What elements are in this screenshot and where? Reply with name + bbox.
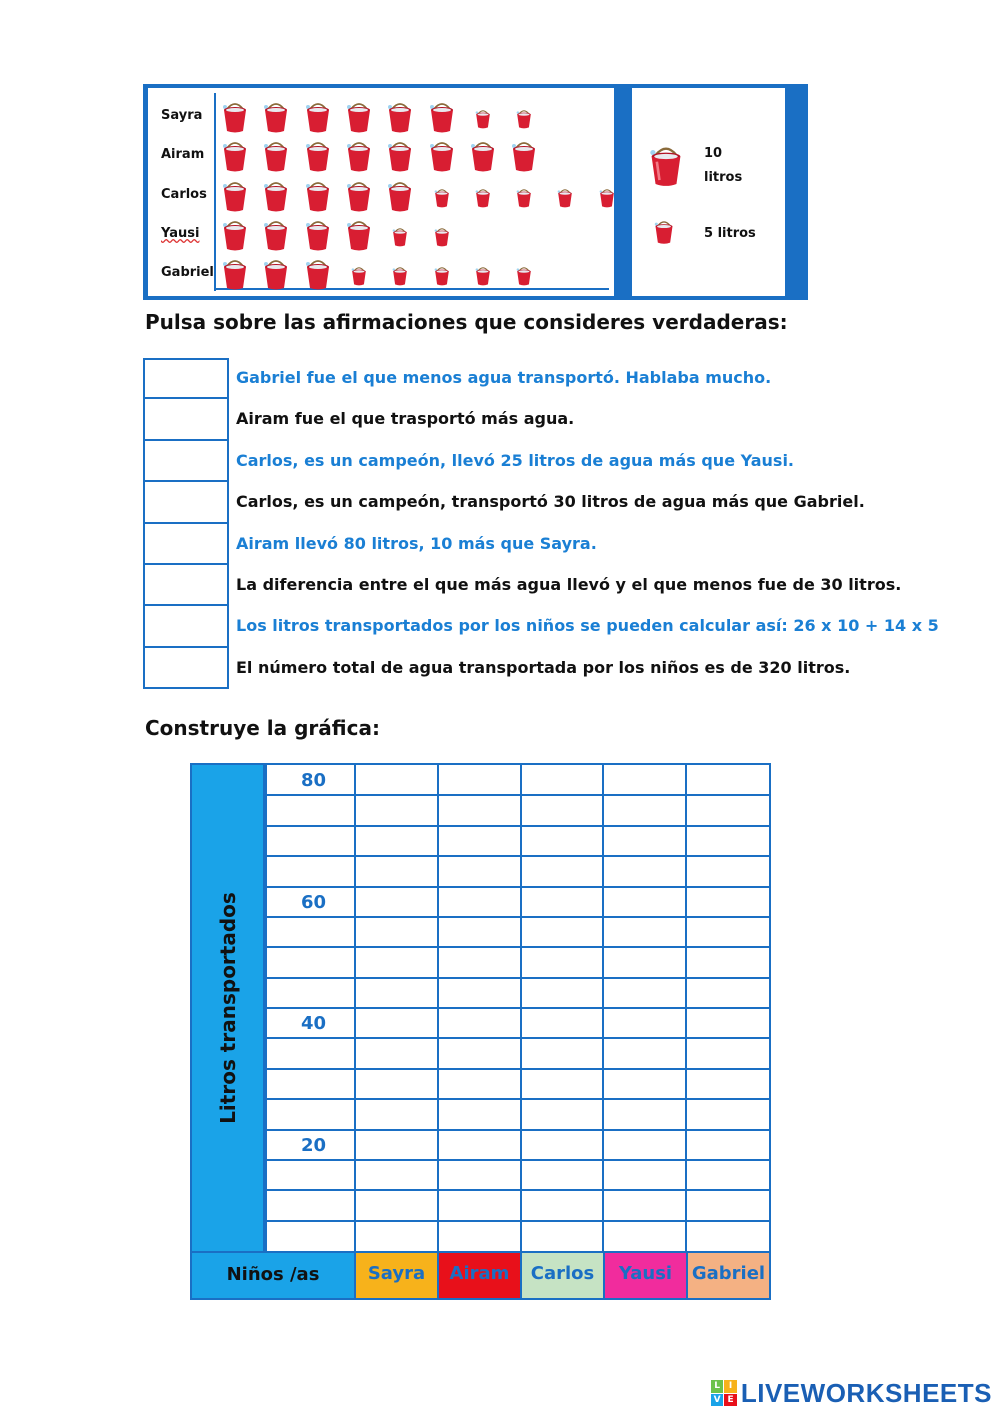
bucket-10-litros-icon [222,139,248,172]
statement-row[interactable] [143,524,903,565]
bucket-10-litros-icon [263,218,289,251]
pictograph-row [148,253,608,293]
bucket-5-litros-icon [557,187,573,208]
statement-text[interactable]: Airam fue el que trasportó más agua. [236,409,575,429]
grid-cell[interactable] [521,1069,603,1098]
bucket-10-litros-icon [429,139,455,172]
x-axis-category [439,1253,522,1298]
bucket-10-litros-icon [305,257,331,290]
grid-cell[interactable] [603,1038,685,1067]
pictograph-row-name: Gabriel [161,265,214,280]
grid-cell[interactable] [603,765,685,794]
bucket-10-litros-icon [305,179,331,212]
grid-cell[interactable] [603,947,685,976]
grid-cell[interactable] [686,1130,768,1159]
bucket-5-litros-icon [475,108,491,129]
grid-cell[interactable] [438,1038,520,1067]
grid-cell[interactable] [355,765,437,794]
grid-cell[interactable] [521,826,603,855]
bucket-10-litros-icon [222,100,248,133]
pictograph-main [148,88,614,296]
grid-cell[interactable] [686,795,768,824]
grid-cell[interactable] [438,1099,520,1128]
grid-cell[interactable] [686,1190,768,1219]
bucket-10-litros-icon [222,257,248,290]
grid-cell[interactable] [355,887,437,916]
grid-cell[interactable] [355,917,437,946]
grid-cell[interactable] [686,947,768,976]
grid-cell[interactable] [438,1130,520,1159]
grid-cell[interactable] [438,1221,520,1250]
grid-cell[interactable] [603,1099,685,1128]
bucket-5-litros-icon [516,187,532,208]
pictograph-row-name: Yausi [161,226,200,241]
bucket-10-litros-icon [305,100,331,133]
grid-cell[interactable] [521,1130,603,1159]
grid-cell[interactable] [438,1069,520,1098]
grid-cell[interactable] [521,978,603,1007]
statement-row[interactable] [143,606,939,647]
bucket-10-litros-icon [263,139,289,172]
bucket-10-litros-icon [429,100,455,133]
grid-cell[interactable] [686,1160,768,1189]
bucket-10-litros-icon [346,139,372,172]
bucket-5-litros-icon [475,265,491,286]
pictograph-row [148,214,608,254]
grid-cell[interactable] [521,795,603,824]
grid-cell[interactable] [355,1099,437,1128]
statement-row[interactable] [143,441,903,482]
grid-cell[interactable] [355,1221,437,1250]
statement-text[interactable]: Gabriel fue el que menos agua transportó. Hablaba mucho. [236,368,772,387]
grid-cell[interactable] [355,978,437,1007]
statement-checkbox[interactable] [143,524,229,565]
bucket-5-litros-icon [434,187,450,208]
statement-checkbox[interactable] [143,606,229,647]
grid-cell[interactable] [521,1190,603,1219]
pictograph-legend [632,88,785,296]
grid-cell[interactable] [438,1160,520,1189]
bucket-10-litros-icon [346,179,372,212]
grid-cell[interactable] [438,917,520,946]
x-axis-category-label: Yausi [618,1263,673,1284]
grid-cell[interactable] [521,917,603,946]
pictograph [143,84,808,300]
statement-text[interactable]: Airam llevó 80 litros, 10 más que Sayra. [236,533,597,553]
bucket-10-litros-icon [222,218,248,251]
x-axis-category-label: Gabriel [691,1263,766,1284]
bucket-10-litros-icon [649,143,683,187]
statement-checkbox[interactable] [143,648,229,689]
grid-cell[interactable] [355,795,437,824]
grid-cell[interactable] [603,795,685,824]
grid-cell[interactable] [521,1008,603,1037]
statement-row[interactable] [143,399,903,440]
x-axis-category-label: Airam [449,1263,510,1284]
bucket-10-litros-icon [222,179,248,212]
pictograph-divider [619,84,629,300]
bucket-10-litros-icon [305,218,331,251]
statement-row[interactable] [143,565,903,606]
grid-cell[interactable] [686,1038,768,1067]
bucket-5-litros-icon [599,187,615,208]
grid-cell[interactable] [521,765,603,794]
statements-heading: Pulsa sobre las afirmaciones que consideres verdaderas: [145,310,788,334]
grid-cell[interactable] [438,978,520,1007]
grid-cell[interactable] [603,1160,685,1189]
y-axis-tick-label: 20 [301,1134,327,1156]
bucket-10-litros-icon [263,179,289,212]
chart-heading: Construye la gráfica: [145,716,380,740]
grid-cell[interactable] [686,1221,768,1250]
chart-grid-area [265,763,771,1253]
grid-cell[interactable] [686,826,768,855]
pictograph-row [148,96,608,136]
statement-row[interactable] [143,358,903,399]
grid-cell[interactable] [438,1190,520,1219]
bucket-10-litros-icon [263,100,289,133]
pictograph-row [148,175,608,215]
grid-cell[interactable] [686,917,768,946]
statement-row[interactable] [143,648,903,689]
bucket-5-litros-icon [351,265,367,286]
bucket-10-litros-icon [346,218,372,251]
grid-cell[interactable] [438,795,520,824]
pictograph-row-name: Airam [161,147,205,162]
liveworksheets-logo-icon: L I V E [711,1380,737,1406]
bucket-5-litros-icon [434,226,450,247]
legend-10-value: 10 [704,146,723,161]
grid-cell[interactable] [438,887,520,916]
statement-row[interactable] [143,482,903,523]
grid-cell[interactable] [603,1221,685,1250]
statement-checkbox[interactable] [143,441,229,482]
grid-cell[interactable] [603,887,685,916]
legend-5-label: 5 litros [704,226,756,241]
grid-cell[interactable] [603,978,685,1007]
grid-cell[interactable] [603,1008,685,1037]
bucket-10-litros-icon [387,100,413,133]
bucket-10-litros-icon [346,100,372,133]
x-axis-category [522,1253,605,1298]
grid-cell[interactable] [686,978,768,1007]
bucket-5-litros-icon [516,108,532,129]
bucket-10-litros-icon [263,257,289,290]
grid-cell[interactable] [603,1069,685,1098]
x-axis-category-label: Sayra [367,1263,426,1284]
bucket-5-litros-icon [475,187,491,208]
grid-cell[interactable] [355,1130,437,1159]
statement-checkbox[interactable] [143,399,229,440]
statement-text[interactable]: Los litros transportados por los niños se pueden calcular así: 26 x 10 + 14 x 5 [236,616,939,636]
grid-cell[interactable] [603,917,685,946]
bucket-5-litros-icon [434,265,450,286]
bucket-10-litros-icon [305,139,331,172]
grid-cell[interactable] [603,856,685,885]
grid-cell[interactable] [438,856,520,885]
grid-cell[interactable] [686,856,768,885]
pictograph-row-name: Sayra [161,108,203,123]
x-axis-row [190,1253,771,1300]
grid-cell[interactable] [686,765,768,794]
grid-cell[interactable] [686,1099,768,1128]
grid-cell[interactable] [521,1038,603,1067]
legend-10-label [704,142,742,190]
statement-text[interactable]: La diferencia entre el que más agua llevó y el que menos fue de 30 litros. [236,574,902,594]
grid-cell[interactable] [521,1160,603,1189]
y-axis-label: Litros transportados [215,892,240,1124]
liveworksheets-brand [711,1378,992,1408]
x-axis-header-label: Niños /as [226,1264,320,1285]
grid-cell[interactable] [603,1130,685,1159]
x-axis-category-label: Carlos [530,1263,595,1284]
statement-text[interactable]: Carlos, es un campeón, llevó 25 litros de agua más que Yausi. [236,450,795,470]
grid-cell[interactable] [355,947,437,976]
x-axis-category [356,1253,439,1298]
grid-cell[interactable] [438,826,520,855]
bucket-10-litros-icon [470,139,496,172]
grid-cell[interactable] [355,826,437,855]
grid-cell[interactable] [603,826,685,855]
statement-checkbox[interactable] [143,358,229,399]
bucket-10-litros-icon [511,139,537,172]
bucket-10-litros-icon [387,179,413,212]
bar-chart-grid [190,763,771,1300]
grid-cell[interactable] [438,765,520,794]
grid-cell[interactable] [355,856,437,885]
bucket-5-litros-icon [392,226,408,247]
grid-cell[interactable] [355,1008,437,1037]
statement-checkbox[interactable] [143,482,229,523]
grid-cell[interactable] [438,947,520,976]
bucket-5-litros-icon [392,265,408,286]
x-axis-category [605,1253,688,1298]
grid-cell[interactable] [521,1099,603,1128]
grid-cell[interactable] [521,887,603,916]
grid-cell[interactable] [355,1160,437,1189]
bucket-5-litros-icon [516,265,532,286]
brand-name: LIVEWORKSHEETS [740,1377,992,1408]
grid-cell[interactable] [355,1038,437,1067]
grid-cell[interactable] [686,1008,768,1037]
bucket-10-litros-icon [387,139,413,172]
grid-cell[interactable] [521,856,603,885]
grid-cell[interactable] [521,1221,603,1250]
statement-checkbox[interactable] [143,565,229,606]
y-axis-tick-label: 40 [301,1013,327,1034]
pictograph-row-name: Carlos [161,187,207,202]
grid-cell[interactable] [603,1190,685,1219]
grid-cell[interactable] [686,887,768,916]
statement-text[interactable]: El número total de agua transportada por los niños es de 320 litros. [236,657,851,677]
grid-cell[interactable] [355,1069,437,1098]
grid-cell[interactable] [355,1190,437,1219]
y-axis-tick-label: 60 [301,891,327,913]
x-axis-category [688,1253,769,1298]
grid-cell[interactable] [521,947,603,976]
grid-cell[interactable] [438,1008,520,1037]
legend-10-unit: litros [704,170,743,185]
grid-cell[interactable] [686,1069,768,1098]
pictograph-row [148,135,608,175]
x-axis-header [192,1253,356,1298]
statement-text[interactable]: Carlos, es un campeón, transportó 30 litros de agua más que Gabriel. [236,492,865,512]
y-axis-label-column [190,763,265,1253]
y-axis-tick-label: 80 [301,770,327,791]
statements-list [143,358,939,689]
bucket-5-litros-icon [654,218,674,245]
